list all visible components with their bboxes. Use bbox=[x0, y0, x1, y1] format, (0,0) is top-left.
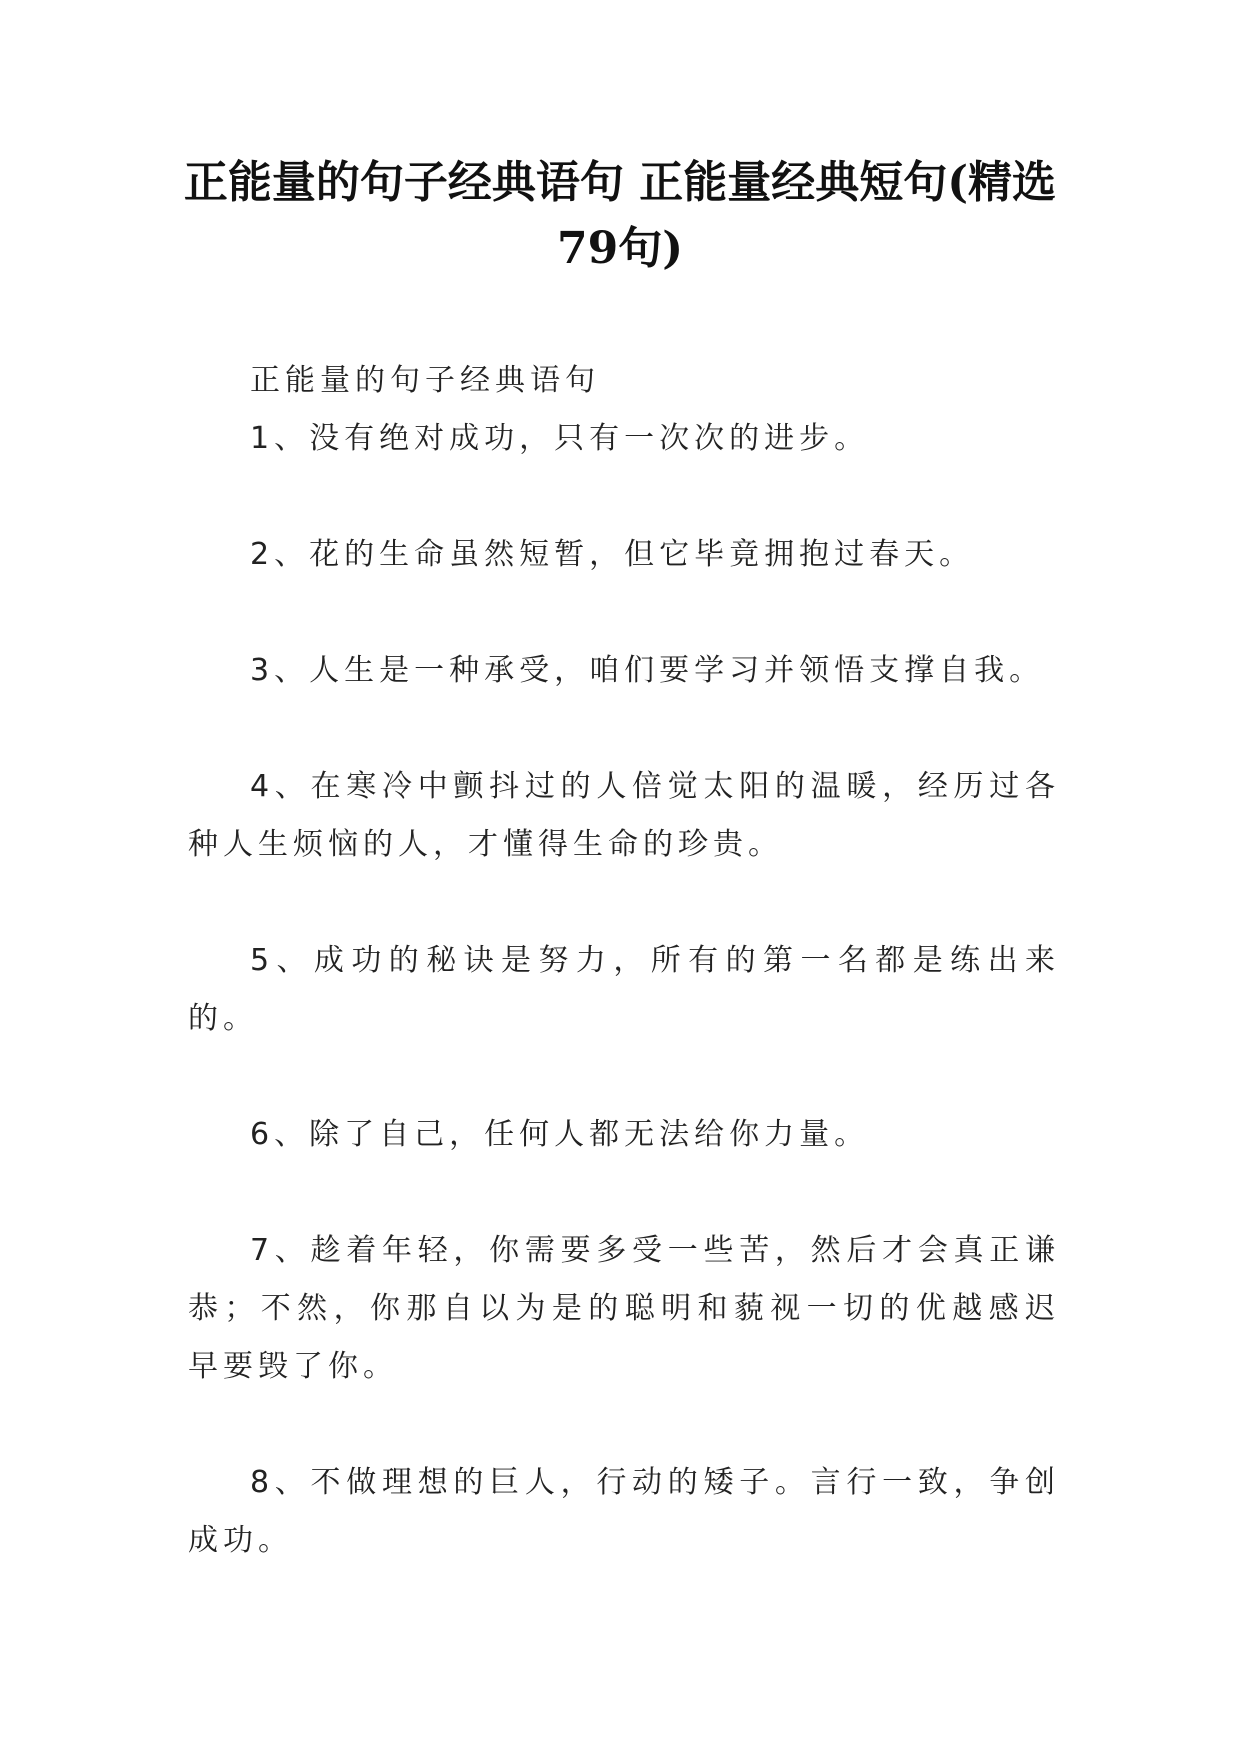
list-item: 4、在寒冷中颤抖过的人倍觉太阳的温暖，经历过各种人生烦恼的人，才懂得生命的珍贵。 bbox=[188, 769, 1060, 862]
list-item: 6、除了自己，任何人都无法给你力量。 bbox=[250, 1117, 870, 1152]
list-item: 7、趁着年轻，你需要多受一些苦，然后才会真正谦恭；不然，你那自以为是的聪明和藐视一切的优越感迟早要毁了你。 bbox=[188, 1233, 1060, 1384]
paragraph-gap bbox=[188, 1164, 1060, 1222]
list-item: 5、成功的秘诀是努力，所有的第一名都是练出来的。 bbox=[188, 943, 1060, 1036]
section-heading: 正能量的句子经典语句 bbox=[250, 363, 600, 398]
document-title: 正能量的句子经典语句 正能量经典短句(精选79句) bbox=[183, 157, 1057, 274]
list-item: 3、人生是一种承受，咱们要学习并领悟支撑自我。 bbox=[250, 653, 1045, 688]
paragraph-gap bbox=[188, 584, 1060, 642]
document-body bbox=[188, 352, 1060, 1570]
paragraph-gap bbox=[188, 700, 1060, 758]
paragraph-gap bbox=[188, 1396, 1060, 1454]
paragraph-gap bbox=[188, 874, 1060, 932]
list-item: 2、花的生命虽然短暂，但它毕竟拥抱过春天。 bbox=[250, 537, 975, 572]
list-item: 8、不做理想的巨人，行动的矮子。言行一致，争创成功。 bbox=[188, 1465, 1060, 1558]
list-item: 1、没有绝对成功，只有一次次的进步。 bbox=[250, 421, 870, 456]
paragraph-gap bbox=[188, 1048, 1060, 1106]
paragraph-gap bbox=[188, 468, 1060, 526]
